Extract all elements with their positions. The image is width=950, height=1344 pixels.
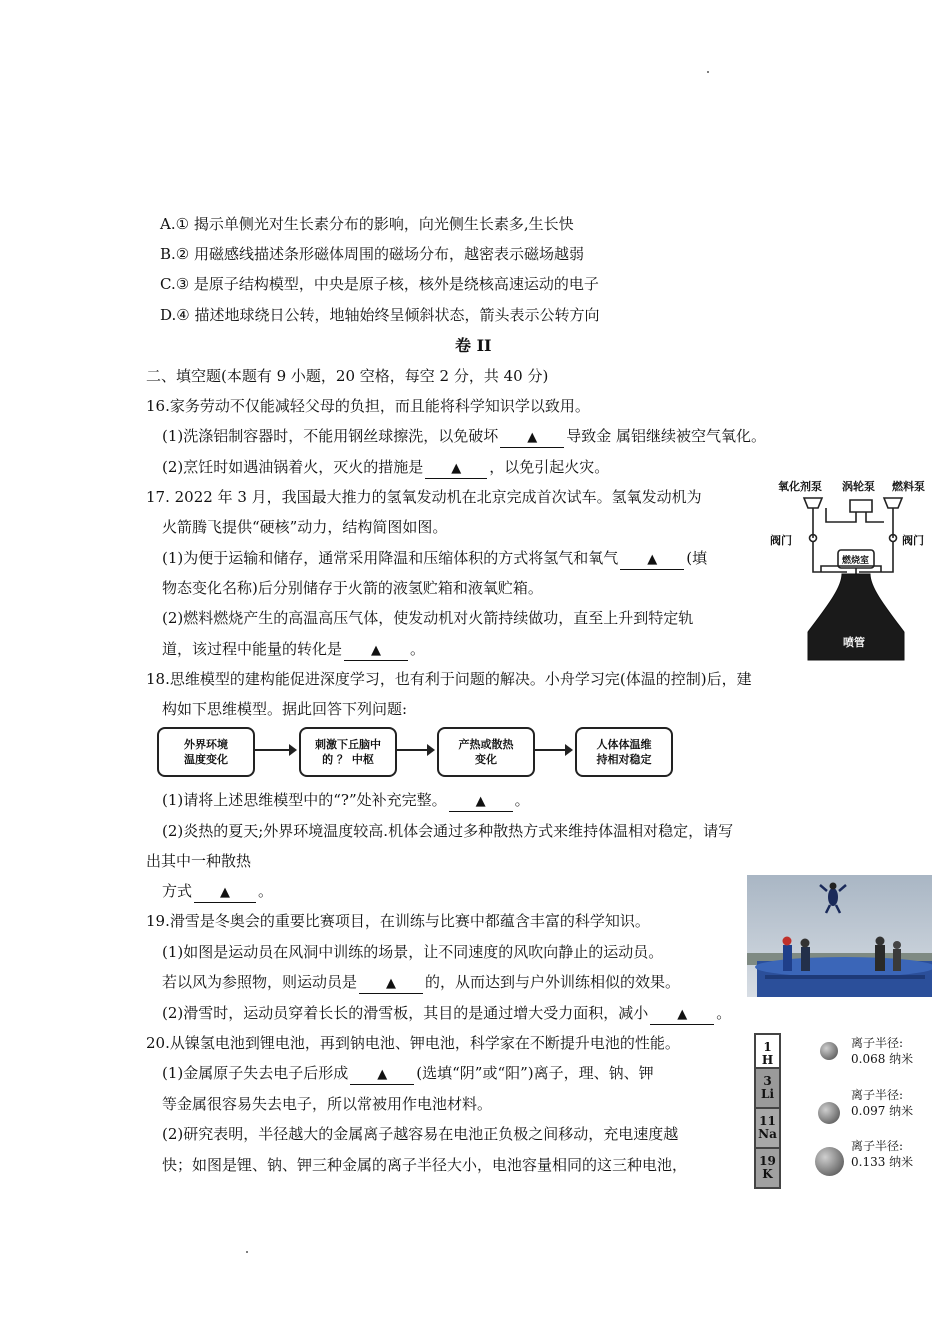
volume-title: 卷 II	[455, 336, 492, 355]
sodium-ion-sphere	[818, 1102, 840, 1124]
q17-part1-text-a: (1)为便于运输和储存，通常采用降温和压缩体积的方式将氢气和氧气	[162, 549, 619, 567]
element-number: 11	[759, 1114, 776, 1128]
q18-part2-answer	[162, 881, 273, 903]
fig-label-valve-left: 阀门	[770, 534, 792, 547]
q20-part2: (2)研究表明，半径越大的金属离子越容易在电池正负极之间移动，充电速度越	[162, 1125, 679, 1143]
q17-part2-text-b: 。	[410, 640, 426, 658]
flow-arrow	[255, 749, 295, 751]
fig-label-chamber: 燃烧室	[842, 556, 870, 566]
flow-box-2-line2: 的 ？ 中枢	[322, 753, 374, 766]
element-symbol: H	[761, 1053, 774, 1067]
q16-stem: 16.家务劳动不仅能减轻父母的负担，而且能将科学知识学以致用。	[146, 397, 590, 415]
q17-line1: 17. 2022 年 3 月，我国最大推力的氢氧发动机在北京完成首次试车。氢氧发动机为	[146, 488, 702, 506]
q19-part1: (1)如图是运动员在风洞中训练的场景，让不同速度的风吹向静止的运动员。	[162, 943, 664, 961]
q18-line2: 构如下思维模型。据此回答下列问题:	[162, 700, 408, 718]
q17-part2	[162, 639, 425, 661]
flow-arrow	[535, 749, 571, 751]
q16-part1-text-a: (1)洗涤铝制容器时，不能用钢丝球擦洗，以免破坏	[162, 427, 499, 445]
answer-blank[interactable]: ▲	[449, 793, 513, 812]
fig-label-fuel-pump: 燃料泵	[892, 480, 925, 493]
flow-box-1-line1: 外界环境	[184, 738, 228, 751]
flow-box-2-line1: 刺激下丘脑中	[315, 738, 381, 751]
element-tile-li	[754, 1067, 781, 1109]
ion-radius-k	[851, 1138, 913, 1170]
q17-part1-text-b: (填	[686, 549, 708, 567]
section-title: 二、填空题(本题有 9 小题，20 空格，每空 2 分，共 40 分)	[146, 367, 549, 385]
q16-part2-text-a: (2)烹饪时如遇油锅着火，灭火的措施是	[162, 458, 424, 476]
q19-part1-answer	[162, 972, 680, 994]
flow-arrow	[397, 749, 433, 751]
element-symbol: K	[762, 1167, 773, 1181]
ion-radius-label: 离子半径:	[851, 1036, 904, 1050]
answer-blank[interactable]: ▲	[194, 884, 256, 903]
q17-line2: 火箭腾飞提供“硬核”动力，结构简图如图。	[162, 518, 448, 536]
q20-part1	[162, 1063, 654, 1085]
q19-stem: 19.滑雪是冬奥会的重要比赛项目，在训练与比赛中都蕴含丰富的科学知识。	[146, 912, 650, 930]
q16-part2-text-b: ，以免引起火灾。	[489, 458, 610, 476]
q20-stem: 20.从镍氢电池到锂电池，再到钠电池、钾电池，科学家在不断提升电池的性能。	[146, 1034, 680, 1052]
element-number: 19	[759, 1154, 776, 1168]
q18-part2-cont: 出其中一种散热	[146, 852, 252, 870]
flow-box-1-line2: 温度变化	[184, 753, 228, 766]
ion-radius-value: 0.133 纳米	[851, 1155, 914, 1169]
flow-box-3-line1: 产热或散热	[458, 738, 514, 751]
flow-box-4	[575, 727, 673, 777]
answer-blank[interactable]: ▲	[500, 429, 564, 448]
flow-box-3-line2: 变化	[475, 753, 497, 766]
flow-box-2	[299, 727, 397, 777]
fig-label-nozzle: 喷管	[843, 636, 865, 649]
lithium-ion-sphere	[820, 1042, 838, 1060]
q19-part1-text-b: 的，从而达到与户外训练相似的效果。	[425, 973, 681, 991]
q17-part2-text-a: 道，该过程中能量的转化是	[162, 640, 343, 658]
q19-part2-text-a: (2)滑雪时，运动员穿着长长的滑雪板，其目的是通过增大受力面积，减小	[162, 1004, 649, 1022]
flow-box-3	[437, 727, 535, 777]
q18-line1: 18.思维模型的建构能促进深度学习，也有利于问题的解决。小舟学习完(体温的控制)后，建	[146, 670, 752, 688]
q16-part1	[162, 426, 766, 448]
q18-part2-text-e: 。	[258, 882, 274, 900]
option-c: C.③ 是原子结构模型，中央是原子核，核外是绕核高速运动的电子	[160, 275, 599, 293]
q18-part2-text-d: 方式	[162, 882, 193, 900]
page-dot-bottom	[246, 1251, 248, 1253]
ion-radius-value: 0.097 纳米	[851, 1104, 914, 1118]
q16-part2	[162, 457, 609, 479]
potassium-ion-sphere	[815, 1147, 844, 1176]
q19-part2	[162, 1003, 731, 1025]
flow-box-4-line2: 持相对稳定	[596, 753, 652, 766]
element-number: 3	[763, 1074, 772, 1088]
fig-label-valve-right: 阀门	[902, 534, 924, 547]
q19-part1-text-a: 若以风为参照物，则运动员是	[162, 973, 358, 991]
element-tile-k	[754, 1147, 781, 1189]
ion-radius-label: 离子半径:	[851, 1139, 904, 1153]
fig-label-oxidizer-pump: 氧化剂泵	[778, 480, 822, 493]
q18-part2: (2)炎热的夏天;外界环境温度较高.机体会通过多种散热方式来维持体温相对稳定，请写	[162, 822, 734, 840]
q20-part1-text-a: (1)金属原子失去电子后形成	[162, 1064, 349, 1082]
answer-blank[interactable]: ▲	[425, 460, 487, 479]
ion-radius-li	[851, 1035, 913, 1067]
engine-diagram	[766, 470, 936, 662]
q17-line5: (2)燃料燃烧产生的高温高压气体，使发动机对火箭持续做功，直至上升到特定轨	[162, 609, 694, 627]
flow-box-1	[157, 727, 255, 777]
q18-part1-text-b: 。	[514, 791, 530, 809]
answer-blank[interactable]: ▲	[344, 642, 408, 661]
q20-part2-cont: 快；如图是锂、钠、钾三种金属的离子半径大小，电池容量相同的这三种电池，	[162, 1156, 688, 1174]
q18-part1	[162, 790, 530, 812]
element-symbol: Na	[758, 1127, 777, 1141]
q16-part1-text-b: 导致金 属铝继续被空气氧化。	[566, 427, 767, 445]
element-symbol: Li	[761, 1087, 774, 1101]
answer-blank[interactable]: ▲	[620, 551, 684, 570]
option-d: D.④ 描述地球绕日公转，地轴始终呈倾斜状态，箭头表示公转方向	[160, 306, 600, 324]
answer-blank[interactable]: ▲	[359, 975, 423, 994]
page-dot-top	[707, 71, 709, 73]
q19-part2-text-b: 。	[716, 1004, 732, 1022]
flow-box-4-line1: 人体体温维	[596, 738, 652, 751]
q17-line4: 物态变化名称)后分别储存于火箭的液氢贮箱和液氧贮箱。	[162, 579, 543, 597]
ion-radius-value: 0.068 纳米	[851, 1052, 914, 1066]
answer-blank[interactable]: ▲	[350, 1066, 414, 1085]
option-a: A.① 揭示单侧光对生长素分布的影响，向光侧生长素多,生长快	[160, 215, 574, 233]
ion-radius-label: 离子半径:	[851, 1088, 904, 1102]
element-tile-na	[754, 1107, 781, 1149]
ion-radius-na	[851, 1087, 913, 1119]
answer-blank[interactable]: ▲	[650, 1006, 714, 1025]
fig-label-turbo-pump: 涡轮泵	[842, 480, 875, 493]
thinking-model-flowchart	[157, 727, 677, 781]
option-b: B.② 用磁感线描述条形磁体周围的磁场分布，越密表示磁场越弱	[160, 245, 585, 263]
q20-part1-text-b: (选填“阴”或“阳”)离子，理、钠、钾	[416, 1064, 654, 1082]
q18-part1-text-a: (1)请将上述思维模型中的“?”处补充完整。	[162, 791, 447, 809]
wind-tunnel-photo	[747, 875, 932, 997]
q20-part1-cont: 等金属很容易失去电子，所以常被用作电池材料。	[162, 1095, 493, 1113]
element-number: 1	[763, 1040, 772, 1054]
q17-part1	[162, 548, 707, 570]
